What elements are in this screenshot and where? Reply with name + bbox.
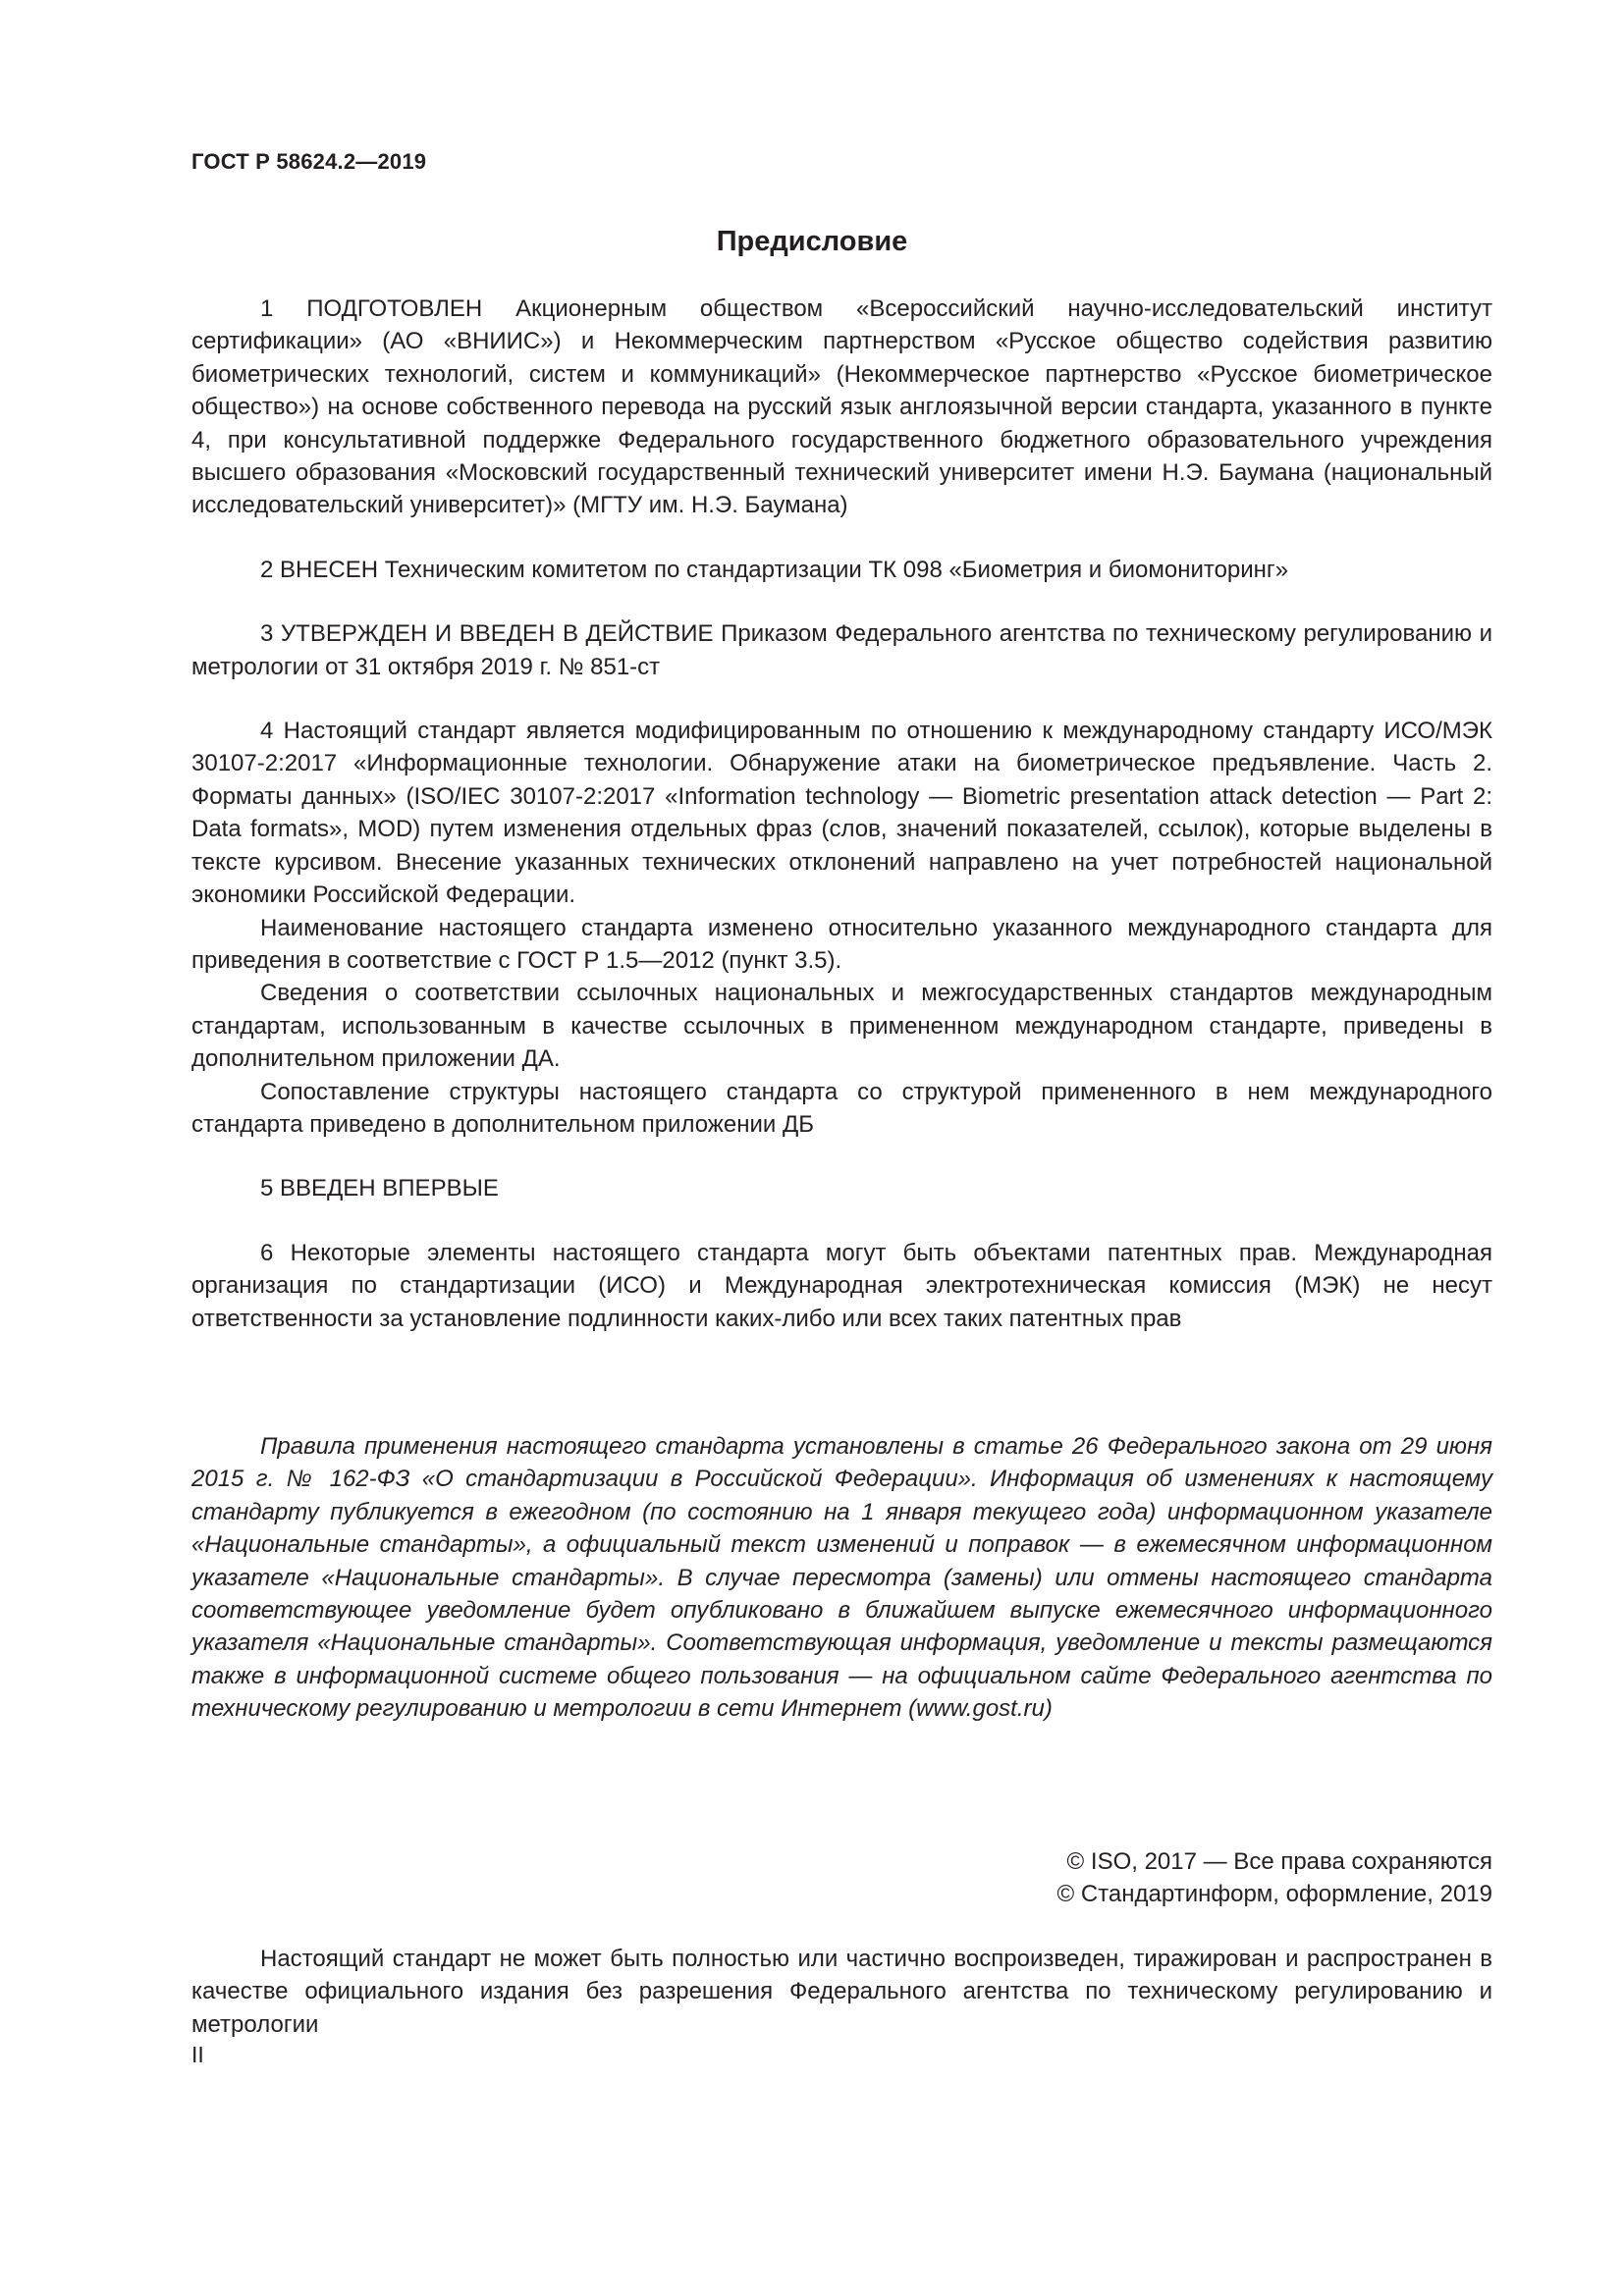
copyright-iso: © ISO, 2017 — Все права сохраняются	[1066, 1848, 1492, 1875]
document-code: ГОСТ Р 58624.2—2019	[191, 149, 427, 174]
foreword-body	[191, 293, 1492, 1335]
paragraph-first-introduced: 5 ВВЕДЕН ВПЕРВЫЕ	[260, 1175, 499, 1202]
copyright-standartinform: © Стандартинформ, оформление, 2019	[1056, 1881, 1492, 1908]
copyright-block	[1057, 1845, 1492, 1911]
paragraph-title-change: Наименование настоящего стандарта изменено относительно указанного международного стандарта для приведения в соответствие с ГОСТ Р 1.5—2012 (пункт 3.5).	[191, 914, 1492, 974]
paragraph-modification: 4 Настоящий стандарт является модифицированным по отношению к международному стандарту ИСО/МЭК 30107-2:2017 «Информационные технологии. Обнаружение атаки на биометрическое предъявление. Часть 2. Форматы данных» (ISO/IEC 30107-2:2017 «Information technology — Biometric presentation attack detection — Part 2: Data formats», MOD) путем изменения отдельных фраз (слов, значений показателей, ссылок), которые выделены в тексте курсивом. Внесение указанных технических отклонений направлено на учет потребностей национальной экономики Российской Федерации.	[191, 718, 1492, 909]
paragraph-introduced-by: 2 ВНЕСЕН Техническим комитетом по стандартизации ТК 098 «Биометрия и биомониторинг»	[260, 556, 1289, 583]
reproduction-notice: Настоящий стандарт не может быть полностью или частично воспроизведен, тиражирован и распространен в качестве официального издания без разрешения Федерального агентства по техническому регулированию и метрологии	[191, 1946, 1492, 2038]
application-rules-notice: Правила применения настоящего стандарта установлены в статье 26 Федерального закона от 29 июня 2015 г. № 162-ФЗ «О стандартизации в Российской Федерации». Информация об изменениях к настоящему стандарту публикуется в ежегодном (по состоянию на 1 января текущего года) информационном указателе «Национальные стандарты», а официальный текст изменений и поправок — в ежемесячном информационном указателе «Национальные стандарты». В случае пересмотра (замены) или отмены настоящего стандарта соответствующее уведомление будет опубликовано в ближайшем выпуске ежемесячного информационного указателя «Национальные стандарты». Соответствующая информация, уведомление и тексты размещаются также в информационной системе общего пользования — на официальном сайте Федерального агентства по техническому регулированию и метрологии в сети Интернет (www.gost.ru)	[191, 1433, 1492, 1723]
page-title: Предисловие	[716, 226, 908, 257]
paragraph-references: Сведения о соответствии ссылочных национальных и межгосударственных стандартов международным стандартам, использованным в качестве ссылочных в примененном международном стандарте, приведены в дополнительном приложении ДА.	[191, 980, 1492, 1073]
paragraph-approved: 3 УТВЕРЖДЕН И ВВЕДЕН В ДЕЙСТВИЕ Приказом Федерального агентства по техническому регулированию и метрологии от 31 октября 2019 г. № 851-ст	[191, 620, 1492, 680]
paragraph-structure-comparison: Сопоставление структуры настоящего стандарта со структурой примененного в нем международного стандарта приведено в дополнительном приложении ДБ	[191, 1078, 1492, 1138]
page-number: II	[191, 2042, 204, 2067]
paragraph-prepared-by: 1 ПОДГОТОВЛЕН Акционерным обществом «Всероссийский научно-исследовательский институт сертификации» (АО «ВНИИС») и Некоммерческим партнерством «Русское общество содействия развитию биометрических технологий, систем и коммуникаций» (Некоммерческое партнерство «Русское биометрическое общество») на основе собственного перевода на русский язык англоязычной версии стандарта, указанного в пункте 4, при консультативной поддержке Федерального государственного бюджетного образовательного учреждения высшего образования «Московский государственный технический университет имени Н.Э. Баумана (национальный исследовательский университет)» (МГТУ им. Н.Э. Баумана)	[191, 295, 1492, 519]
paragraph-patent-rights: 6 Некоторые элементы настоящего стандарта могут быть объектами патентных прав. Международная организация по стандартизации (ИСО) и Международная электротехническая комиссия (МЭК) не несут ответственности за установление подлинности каких-либо или всех таких патентных прав	[191, 1239, 1492, 1332]
